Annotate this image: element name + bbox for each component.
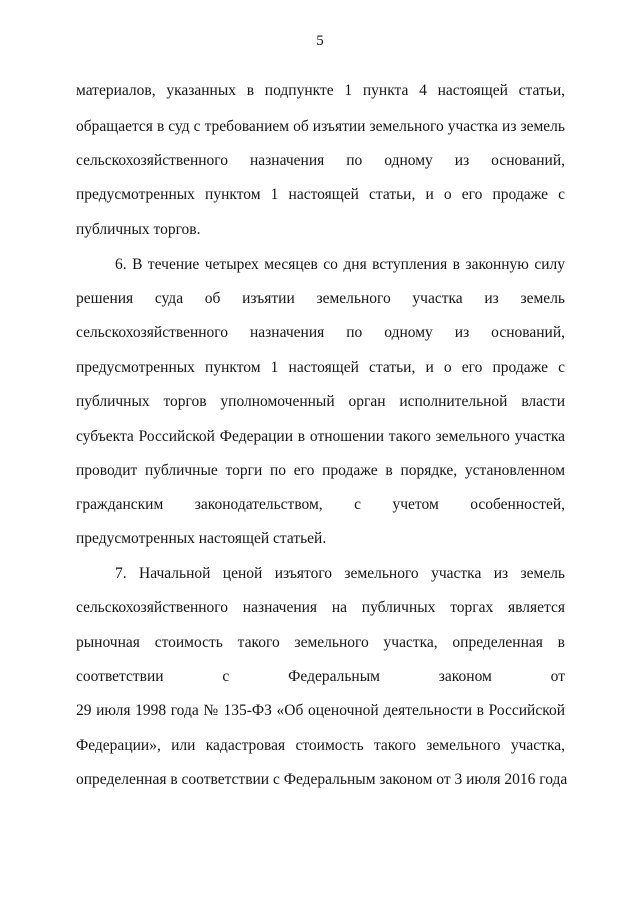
text-line: сельскохозяйственного назначения по одному из оснований, (76, 152, 565, 169)
text-line: субъекта Российской Федерации в отношении такого земельного участка (76, 428, 565, 445)
text-line: предусмотренных пунктом 1 настоящей статьи, и о его продаже с (76, 359, 565, 376)
text-line: проводит публичные торги по его продаже в порядке, установленном (76, 462, 565, 479)
text-line: соответствии с Федеральным законом от (76, 668, 565, 685)
text-line: обращается в суд с требованием об изъятии земельного участка из земель (76, 118, 565, 135)
text-line: публичных торгов. (76, 221, 201, 238)
text-line: решения суда об изъятии земельного участка из земель (76, 290, 565, 307)
text-line: материалов, указанных в подпункте 1 пункта 4 настоящей статьи, (76, 82, 565, 99)
page-number: 5 (316, 33, 324, 49)
text-line: предусмотренных пунктом 1 настоящей статьи, и о его продаже с (76, 186, 565, 203)
text-line: сельскохозяйственного назначения по одному из оснований, (76, 324, 565, 341)
text-line: Федерации», или кадастровая стоимость такого земельного участка, (76, 737, 565, 754)
text-line: определенная в соответствии с Федеральным законом от 3 июля 2016 года (76, 771, 568, 788)
text-line: предусмотренных настоящей статьей. (76, 530, 327, 547)
paragraph-first-line: 7. Начальной ценой изъятого земельного участка из земель (115, 565, 565, 582)
text-line: гражданским законодательством, с учетом особенностей, (76, 496, 565, 513)
text-line: сельскохозяйственного назначения на публичных торгах является (76, 599, 565, 616)
text-line: 29 июля 1998 года № 135-ФЗ «Об оценочной деятельности в Российской (76, 702, 565, 719)
paragraph-first-line: 6. В течение четырех месяцев со дня вступления в законную силу (115, 256, 565, 273)
text-line: рыночная стоимость такого земельного участка, определенная в (76, 634, 565, 651)
text-line: публичных торгов уполномоченный орган исполнительной власти (76, 393, 565, 410)
